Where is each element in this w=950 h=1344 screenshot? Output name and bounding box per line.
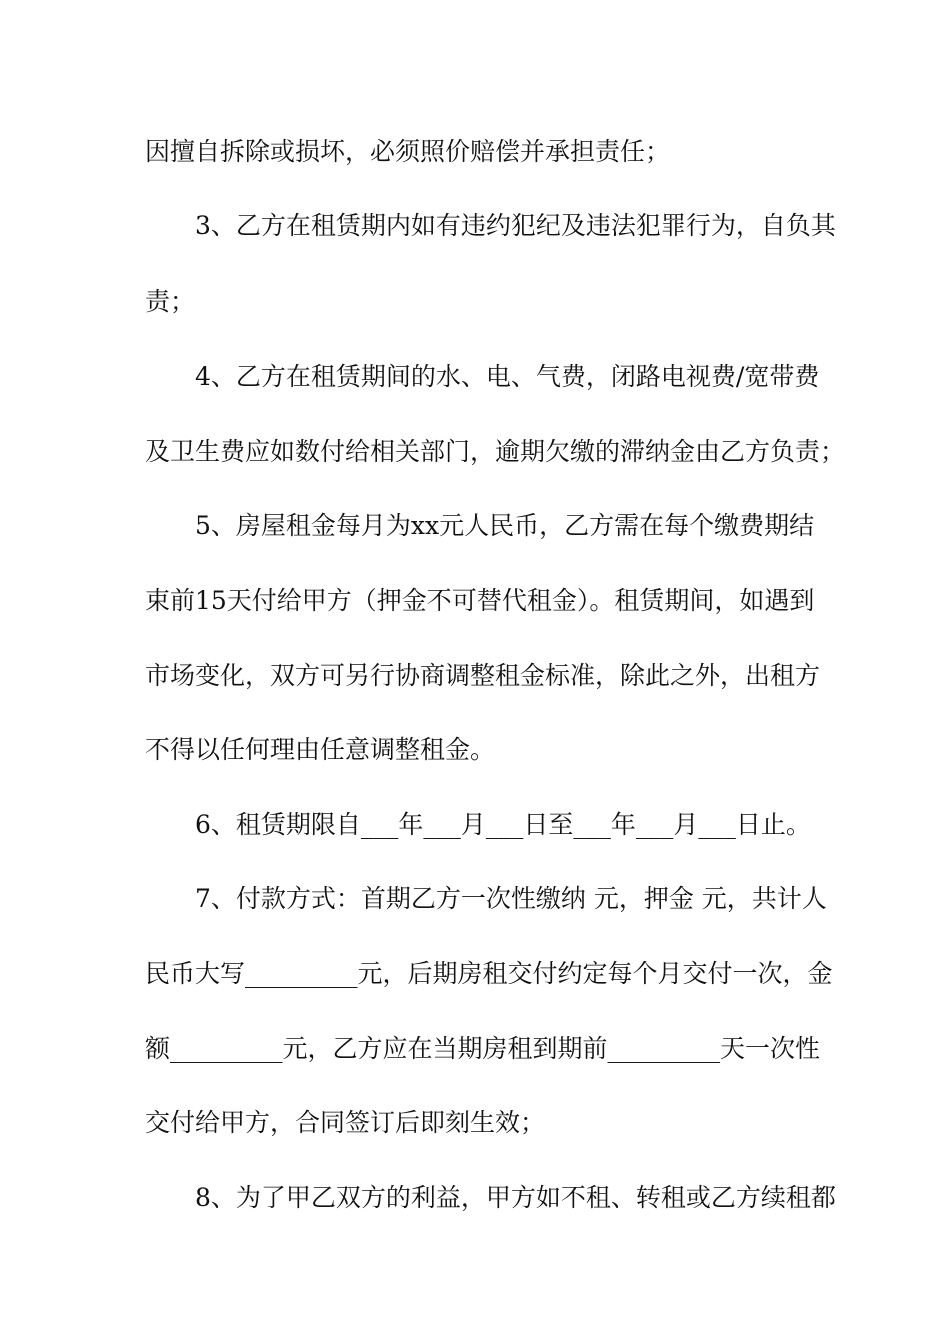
text-line: 3、乙方在租赁期内如有违约犯纪及违法犯罪行为，自负其 <box>145 211 836 240</box>
text-line: 市场变化，双方可另行协商调整租金标准，除此之外，出租方 <box>145 661 821 690</box>
text-line: 4、乙方在租赁期间的水、电、气费，闭路电视费/宽带费 <box>145 362 820 391</box>
text-line: 因擅自拆除或损坏，必须照价赔偿并承担责任； <box>145 137 671 166</box>
text-line: 束前15天付给甲方（押金不可替代租金）。租赁期间，如遇到 <box>145 586 815 615</box>
text-line: 交付给甲方，合同签订后即刻生效； <box>145 1108 546 1137</box>
text-line: 民币大写_________元，后期房租交付约定每个月交付一次，金 <box>145 959 833 988</box>
text-line: 8、为了甲乙双方的利益，甲方如不租、转租或乙方续租都 <box>145 1183 836 1212</box>
text-line: 7、付款方式：首期乙方一次性缴纳 元，押金 元，共计人 <box>145 884 827 913</box>
text-line: 及卫生费应如数付给相关部门，逾期欠缴的滞纳金由乙方负责； <box>145 437 846 466</box>
text-line: 6、租赁期限自___年___月___日至___年___月___日止。 <box>145 810 811 839</box>
text-line: 5、房屋租金每月为xx元人民币，乙方需在每个缴费期结 <box>145 511 815 540</box>
text-line: 责； <box>145 287 196 316</box>
text-line: 不得以任何理由任意调整租金。 <box>145 735 496 764</box>
text-line: 额_________元，乙方应在当期房租到期前_________天一次性 <box>145 1034 821 1063</box>
